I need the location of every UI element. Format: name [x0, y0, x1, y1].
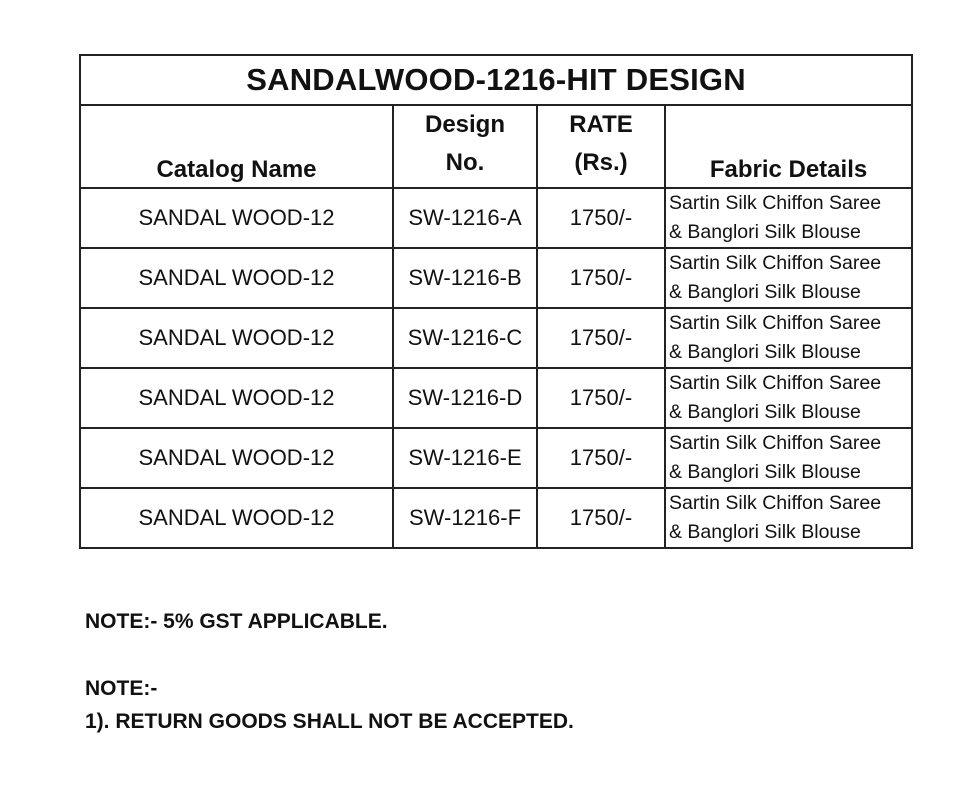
fabric-details-cell [665, 248, 912, 308]
table-row [80, 368, 912, 428]
fabric-line-2: & Banglori Silk Blouse [669, 461, 861, 483]
rate-cell: 1750/- [537, 428, 665, 488]
fabric-line-1: Sartin Silk Chiffon Saree [669, 492, 882, 514]
design-no-header [393, 105, 537, 188]
design-no-cell: SW-1216-E [393, 428, 537, 488]
catalog-name-cell: SANDAL WOOD-12 [80, 308, 393, 368]
fabric-line-1: Sartin Silk Chiffon Saree [669, 372, 882, 394]
rate-header-line2: (Rs.) [574, 149, 628, 176]
catalog-name-cell: SANDAL WOOD-12 [80, 248, 393, 308]
table-row [80, 248, 912, 308]
fabric-details-cell [665, 428, 912, 488]
fabric-details-cell [665, 188, 912, 248]
rate-header [537, 105, 665, 188]
design-no-cell: SW-1216-A [393, 188, 537, 248]
design-no-cell: SW-1216-D [393, 368, 537, 428]
catalog-name-cell: SANDAL WOOD-12 [80, 368, 393, 428]
design-no-cell: SW-1216-F [393, 488, 537, 548]
rate-cell: 1750/- [537, 368, 665, 428]
fabric-line-2: & Banglori Silk Blouse [669, 281, 861, 303]
rate-cell: 1750/- [537, 488, 665, 548]
catalog-table [79, 54, 913, 549]
design-no-cell: SW-1216-B [393, 248, 537, 308]
fabric-details-header: Fabric Details [665, 105, 912, 188]
design-no-header-line2: No. [445, 149, 485, 176]
note-label: NOTE:- [85, 677, 158, 700]
table-row [80, 428, 912, 488]
table-title: SANDALWOOD-1216-HIT DESIGN [80, 55, 912, 105]
rate-cell: 1750/- [537, 308, 665, 368]
title-row [80, 55, 912, 105]
fabric-line-1: Sartin Silk Chiffon Saree [669, 312, 882, 334]
catalog-name-header: Catalog Name [80, 105, 393, 188]
rate-cell: 1750/- [537, 188, 665, 248]
fabric-line-2: & Banglori Silk Blouse [669, 341, 861, 363]
rate-cell: 1750/- [537, 248, 665, 308]
return-policy-note: 1). RETURN GOODS SHALL NOT BE ACCEPTED. [85, 710, 574, 733]
design-no-cell: SW-1216-C [393, 308, 537, 368]
fabric-line-1: Sartin Silk Chiffon Saree [669, 192, 882, 214]
gst-note: NOTE:- 5% GST APPLICABLE. [85, 610, 388, 633]
fabric-line-1: Sartin Silk Chiffon Saree [669, 252, 882, 274]
fabric-line-2: & Banglori Silk Blouse [669, 401, 861, 423]
fabric-line-2: & Banglori Silk Blouse [669, 521, 861, 543]
catalog-name-cell: SANDAL WOOD-12 [80, 428, 393, 488]
design-no-header-line1: Design [424, 111, 505, 138]
fabric-details-cell [665, 488, 912, 548]
fabric-details-cell [665, 308, 912, 368]
catalog-name-cell: SANDAL WOOD-12 [80, 188, 393, 248]
table-row [80, 188, 912, 248]
table-row [80, 488, 912, 548]
catalog-name-cell: SANDAL WOOD-12 [80, 488, 393, 548]
rate-header-line1: RATE [569, 111, 633, 138]
fabric-details-cell [665, 368, 912, 428]
fabric-line-1: Sartin Silk Chiffon Saree [669, 432, 882, 454]
table-row [80, 308, 912, 368]
fabric-line-2: & Banglori Silk Blouse [669, 221, 861, 243]
header-row [80, 105, 912, 188]
